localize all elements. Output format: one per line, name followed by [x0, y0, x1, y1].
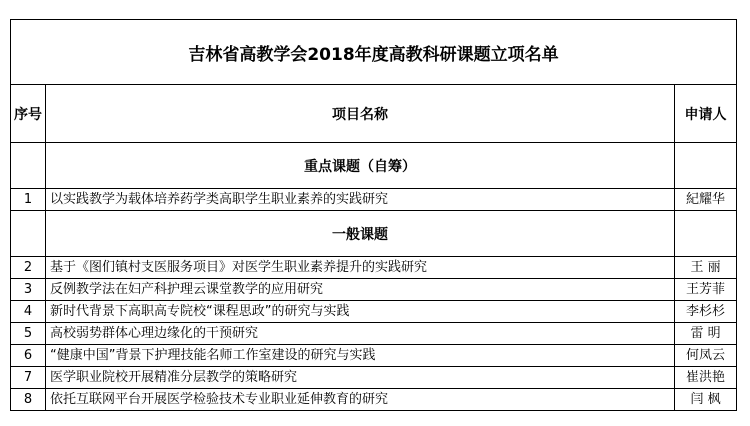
section-empty-cell — [675, 143, 737, 189]
header-applicant: 申请人 — [675, 85, 737, 143]
row-number: 4 — [11, 301, 46, 323]
applicant-name: 李杉杉 — [675, 301, 737, 323]
row-number: 6 — [11, 345, 46, 367]
section-empty-cell — [675, 211, 737, 257]
table-row — [11, 345, 737, 367]
project-name: 反例教学法在妇产科护理云课堂教学的应用研究 — [46, 279, 675, 301]
table-row — [11, 301, 737, 323]
project-name: 依托互联网平台开展医学检验技术专业职业延伸教育的研究 — [46, 389, 675, 411]
header-row — [11, 85, 737, 143]
table-row — [11, 389, 737, 411]
project-name: 新时代背景下高职高专院校“课程思政”的研究与实践 — [46, 301, 675, 323]
applicant-name: 王芳菲 — [675, 279, 737, 301]
table-row — [11, 257, 737, 279]
title-row — [11, 20, 737, 85]
row-number: 7 — [11, 367, 46, 389]
row-number: 1 — [11, 189, 46, 211]
table-row — [11, 323, 737, 345]
applicant-name: 雷 明 — [675, 323, 737, 345]
section-row-general — [11, 211, 737, 257]
section-row-key — [11, 143, 737, 189]
project-name: “健康中国”背景下护理技能名师工作室建设的研究与实践 — [46, 345, 675, 367]
section-label-key: 重点课题（自筹） — [46, 143, 675, 189]
header-project: 项目名称 — [46, 85, 675, 143]
project-name: 高校弱势群体心理边缘化的干预研究 — [46, 323, 675, 345]
applicant-name: 王 丽 — [675, 257, 737, 279]
project-roster-table — [10, 19, 737, 411]
project-name: 医学职业院校开展精准分层教学的策略研究 — [46, 367, 675, 389]
project-name: 基于《图们镇村支医服务项目》对医学生职业素养提升的实践研究 — [46, 257, 675, 279]
table-row — [11, 279, 737, 301]
row-number: 8 — [11, 389, 46, 411]
project-name: 以实践教学为载体培养药学类高职学生职业素养的实践研究 — [46, 189, 675, 211]
row-number: 2 — [11, 257, 46, 279]
document-title: 吉林省高教学会2018年度高教科研课题立项名单 — [11, 20, 737, 85]
applicant-name: 紀耀华 — [675, 189, 737, 211]
section-empty-cell — [11, 143, 46, 189]
section-label-general: 一般课题 — [46, 211, 675, 257]
applicant-name: 崔洪艳 — [675, 367, 737, 389]
section-empty-cell — [11, 211, 46, 257]
table-row — [11, 189, 737, 211]
row-number: 5 — [11, 323, 46, 345]
table-row — [11, 367, 737, 389]
header-number: 序号 — [11, 85, 46, 143]
applicant-name: 闫 枫 — [675, 389, 737, 411]
row-number: 3 — [11, 279, 46, 301]
applicant-name: 何凤云 — [675, 345, 737, 367]
